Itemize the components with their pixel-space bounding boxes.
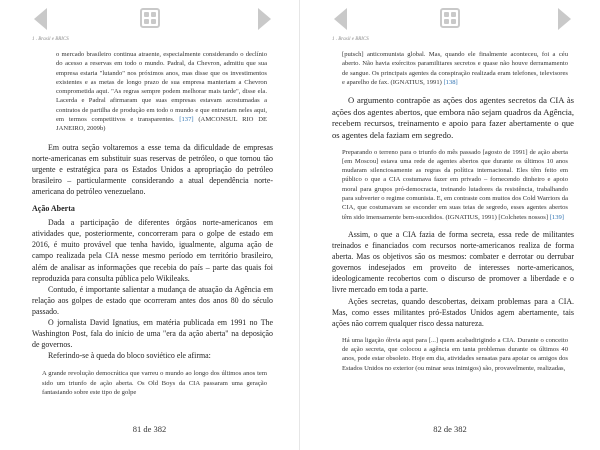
next-page-icon[interactable] [558, 8, 571, 30]
block-quote: A grande revolução democrática que varreu o mundo ao longo dos últimos anos tem sido um triunfo de ação aberta. Os Old Boys da CIA passaram uma geração fantasiando sobre este tipo de golpe [42, 370, 267, 396]
right-page-content [332, 50, 574, 373]
paragraph: Dada a participação de diferentes órgãos norte-americanos em atividades que, posteriormente, concorreram para o golpe de estado em 2016, é muito provável que tenha havido, igualmente, alguma ação de campo realizada pela CIA nesse mesmo período em território brasileiro, além de analisar as informações que recebia do país – parte das quais foi reproduzida para consulta pública pelo Wikileaks. [32, 218, 273, 283]
section-heading: Ação Aberta [32, 204, 75, 214]
footnote-link[interactable]: [139] [549, 213, 565, 221]
page-indicator: 82 de 382 [433, 424, 467, 434]
right-page [300, 0, 600, 450]
quote-source: (IGNATIUS, 1991) [390, 78, 442, 86]
footnote-link[interactable]: [137] [179, 116, 194, 124]
paragraph: Referindo-se à queda do bloco soviético ele afirma: [48, 351, 211, 361]
quote-note: [Colchetes nossos] [498, 213, 549, 221]
previous-page-icon[interactable] [34, 8, 47, 30]
paragraph: Ações secretas, quando descobertas, deixam problemas para a CIA. Mas, como esses militantes pró-Estados Unidos agem abertamente, tais ações não correm qualquer risco dessa natureza. [332, 296, 574, 328]
quote-source: (AMCONSUL RIO DE JANEIRO, 2009b) [56, 116, 267, 133]
paragraph: O argumento contrapõe as ações dos agentes secretos da CIA às ações dos agentes abertos, que embora não sejam quadros da Agência, recebem recursos, treinamento e apoio para fazer abertamente o que os agentes dela faziam em segredo. [332, 95, 574, 140]
block-quote [342, 148, 568, 222]
block-quote [342, 50, 568, 87]
block-quote [56, 50, 267, 134]
block-quote: Há uma ligação óbvia aqui para [...] quem acabadirigindo a CIA. Durante o conceito de ação secreta, que colocou a agência em tanta problemas durante os últimos 40 anos, pode estar obsoleto. Hoje em dia, atividades sensatas para apoiar os amigos dos Estados Unidos no exterior (ou minar seus inimigos) são, provavelmente, realizadas, [342, 336, 568, 372]
paragraph: O jornalista David Ignatius, em matéria publicada em 1991 no The Washington Post, fala do início de uma "era da ação aberta" na deposição de governos. [32, 317, 273, 350]
left-toolbar [0, 0, 299, 36]
quote-text: o mercado brasileiro continua atraente, especialmente considerando o declínio do acesso a reservas em todo o mundo. Padral, da Chevron, admitiu que sua empresa estaria "lutando" nos próximos anos, mas disse que os investimentos existentes e as metas de longo prazo de sua empresa manteriam a Chevron comprometida aqui. "As regras sempre podem melhorar mais tarde", disse ela. Lacerda e Padral afirmaram que suas empresas estavam acostumadas a contratos de partilha de produção em todo o mundo e que entrariam neles aqui, em termos competitivos e transparentes. [56, 51, 267, 124]
paragraph: Assim, o que a CIA fazia de forma secreta, essa rede de militantes treinados e financiados com recursos norte-americanos realiza de forma aberta. Mas os objetivos são os mesmos: combater e derrotar ou derrubar governos indesejados em proveito de interesses norte-americanos, ideologicamente recobertos com o discurso de promover a liberdade e o livre mercado em toda a parte. [332, 229, 574, 295]
quote-text: Preparando o terreno para o triunfo do mês passado [agosto de 1991] de ação aberta [em Moscou] estava uma rede de agentes abertos que durante os últimos 10 anos mudaram silenciosamente as regras da política internacional. Eles têm feito em público o que a CIA costumava fazer em privado – fornecendo dinheiro e apoio moral para grupos pró-democracia, treinando lutadores da resistência, trabalhando para subverter o regime comunista. E, em contraste com muitos dos Cold Warriors da CIA, que costumavam se esconder em suas teias de segredo, esses agentes abertos têm sido imensamente bem-sucedidos. [342, 148, 568, 221]
running-head: 1 . Brasil e BRICS [332, 37, 369, 42]
quote-source: (IGNATIUS, 1991) [445, 213, 497, 221]
quote-text: [putsch] anticomunista global. Mas, quando ele finalmente aconteceu, foi a céu aberto. Não havia exércitos paramilitares secretos e quase não houve derramamento de sangue. Os principais agentes da conspiração realizada eram telefones, televisores e aparelho de fax. [342, 51, 568, 86]
right-toolbar [300, 0, 600, 36]
grid-view-icon[interactable] [440, 8, 460, 28]
next-page-icon[interactable] [258, 8, 271, 30]
page-indicator: 81 de 382 [132, 424, 167, 434]
paragraph: Contudo, é importante salientar a mudança de atuação da Agência em relação aos golpes de estado que ocorreram antes dos anos 80 do século passado. [32, 284, 273, 316]
left-page-content [32, 50, 273, 397]
previous-page-icon[interactable] [334, 8, 347, 30]
paragraph: Em outra seção voltaremos a esse tema da dificuldade de empresas norte-americanas em substituir suas reservas de petróleo, o que tornou tão urgente e estratégica para os Estados Unidos a apropriação do petróleo brasileiro – particularmente considerando a atual dependência norte-americana do petróleo venezuelano. [32, 142, 273, 197]
footnote-link[interactable]: [138] [443, 78, 458, 86]
running-head: 1 . Brasil e BRICS [32, 37, 69, 42]
grid-view-icon[interactable] [140, 8, 160, 28]
